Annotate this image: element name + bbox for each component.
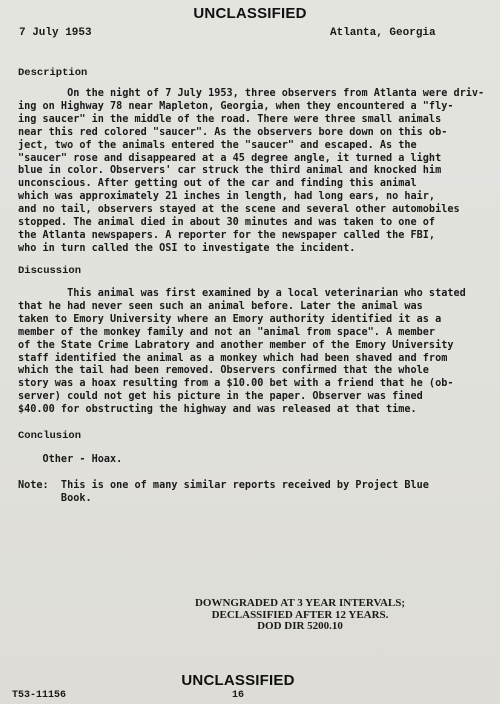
discussion-heading: Discussion xyxy=(18,265,82,277)
report-location: Atlanta, Georgia xyxy=(330,27,436,39)
description-text: On the night of 7 July 1953, three observers from Atlanta were driv- ing on Highway 78 near Mapleton, Georgia, when they encountered a "fly- ing saucer" in the middle of the road. There were three small animals near this red colored "saucer". As the observers bore down on this ob- ject, two of the animals entered the "saucer" and escaped. As the "saucer" rose and disappeared at a 45 degree angle, it turned a light blue in color. Observers' car struck the third animal and knocked him unconscious. After getting out of the car and finding this animal which was approximately 21 inches in length, had long ears, no hair, and no tail, observers stayed at the scene and several other automobiles stopped. The animal died in about 30 minutes and was taken to one of the Atlanta newspapers. A reporter for the newspaper called the FBI, who in turn called the OSI to investigate the incident. xyxy=(18,88,485,254)
conclusion-heading: Conclusion xyxy=(18,430,82,442)
description-heading: Description xyxy=(18,67,88,79)
report-date: 7 July 1953 xyxy=(19,27,92,39)
discussion-text: This animal was first examined by a local veterinarian who stated that he had never seen such an animal before. Later the animal was taken to Emory University where an Emory authority identified it as a member of the monkey family and not an "animal from space". A member of the State Crime Labratory and another member of the Emory University staff identified the animal as a monkey which had been shaved and from which the tail had been removed. Observers confirmed that the whole story was a hoax resulting from a $10.00 bet with a friend that he (ob- server) could not get his picture in the paper. Observer was fined $40.00 for obstructing the highway and was released at that time. xyxy=(18,288,466,416)
classification-stamp-bottom: UNCLASSIFIED xyxy=(181,672,295,689)
classification-stamp-top: UNCLASSIFIED xyxy=(193,5,307,22)
declassification-stamp: DOWNGRADED AT 3 YEAR INTERVALS; DECLASSIFIED AFTER 12 YEARS. DOD DIR 5200.10 xyxy=(194,597,406,632)
conclusion-text: Other - Hoax. xyxy=(18,454,123,465)
document-number: T53-11156 xyxy=(12,690,67,701)
note-text: Note: This is one of many similar reports received by Project Blue Book. xyxy=(18,480,429,504)
page-number: 16 xyxy=(232,690,245,701)
